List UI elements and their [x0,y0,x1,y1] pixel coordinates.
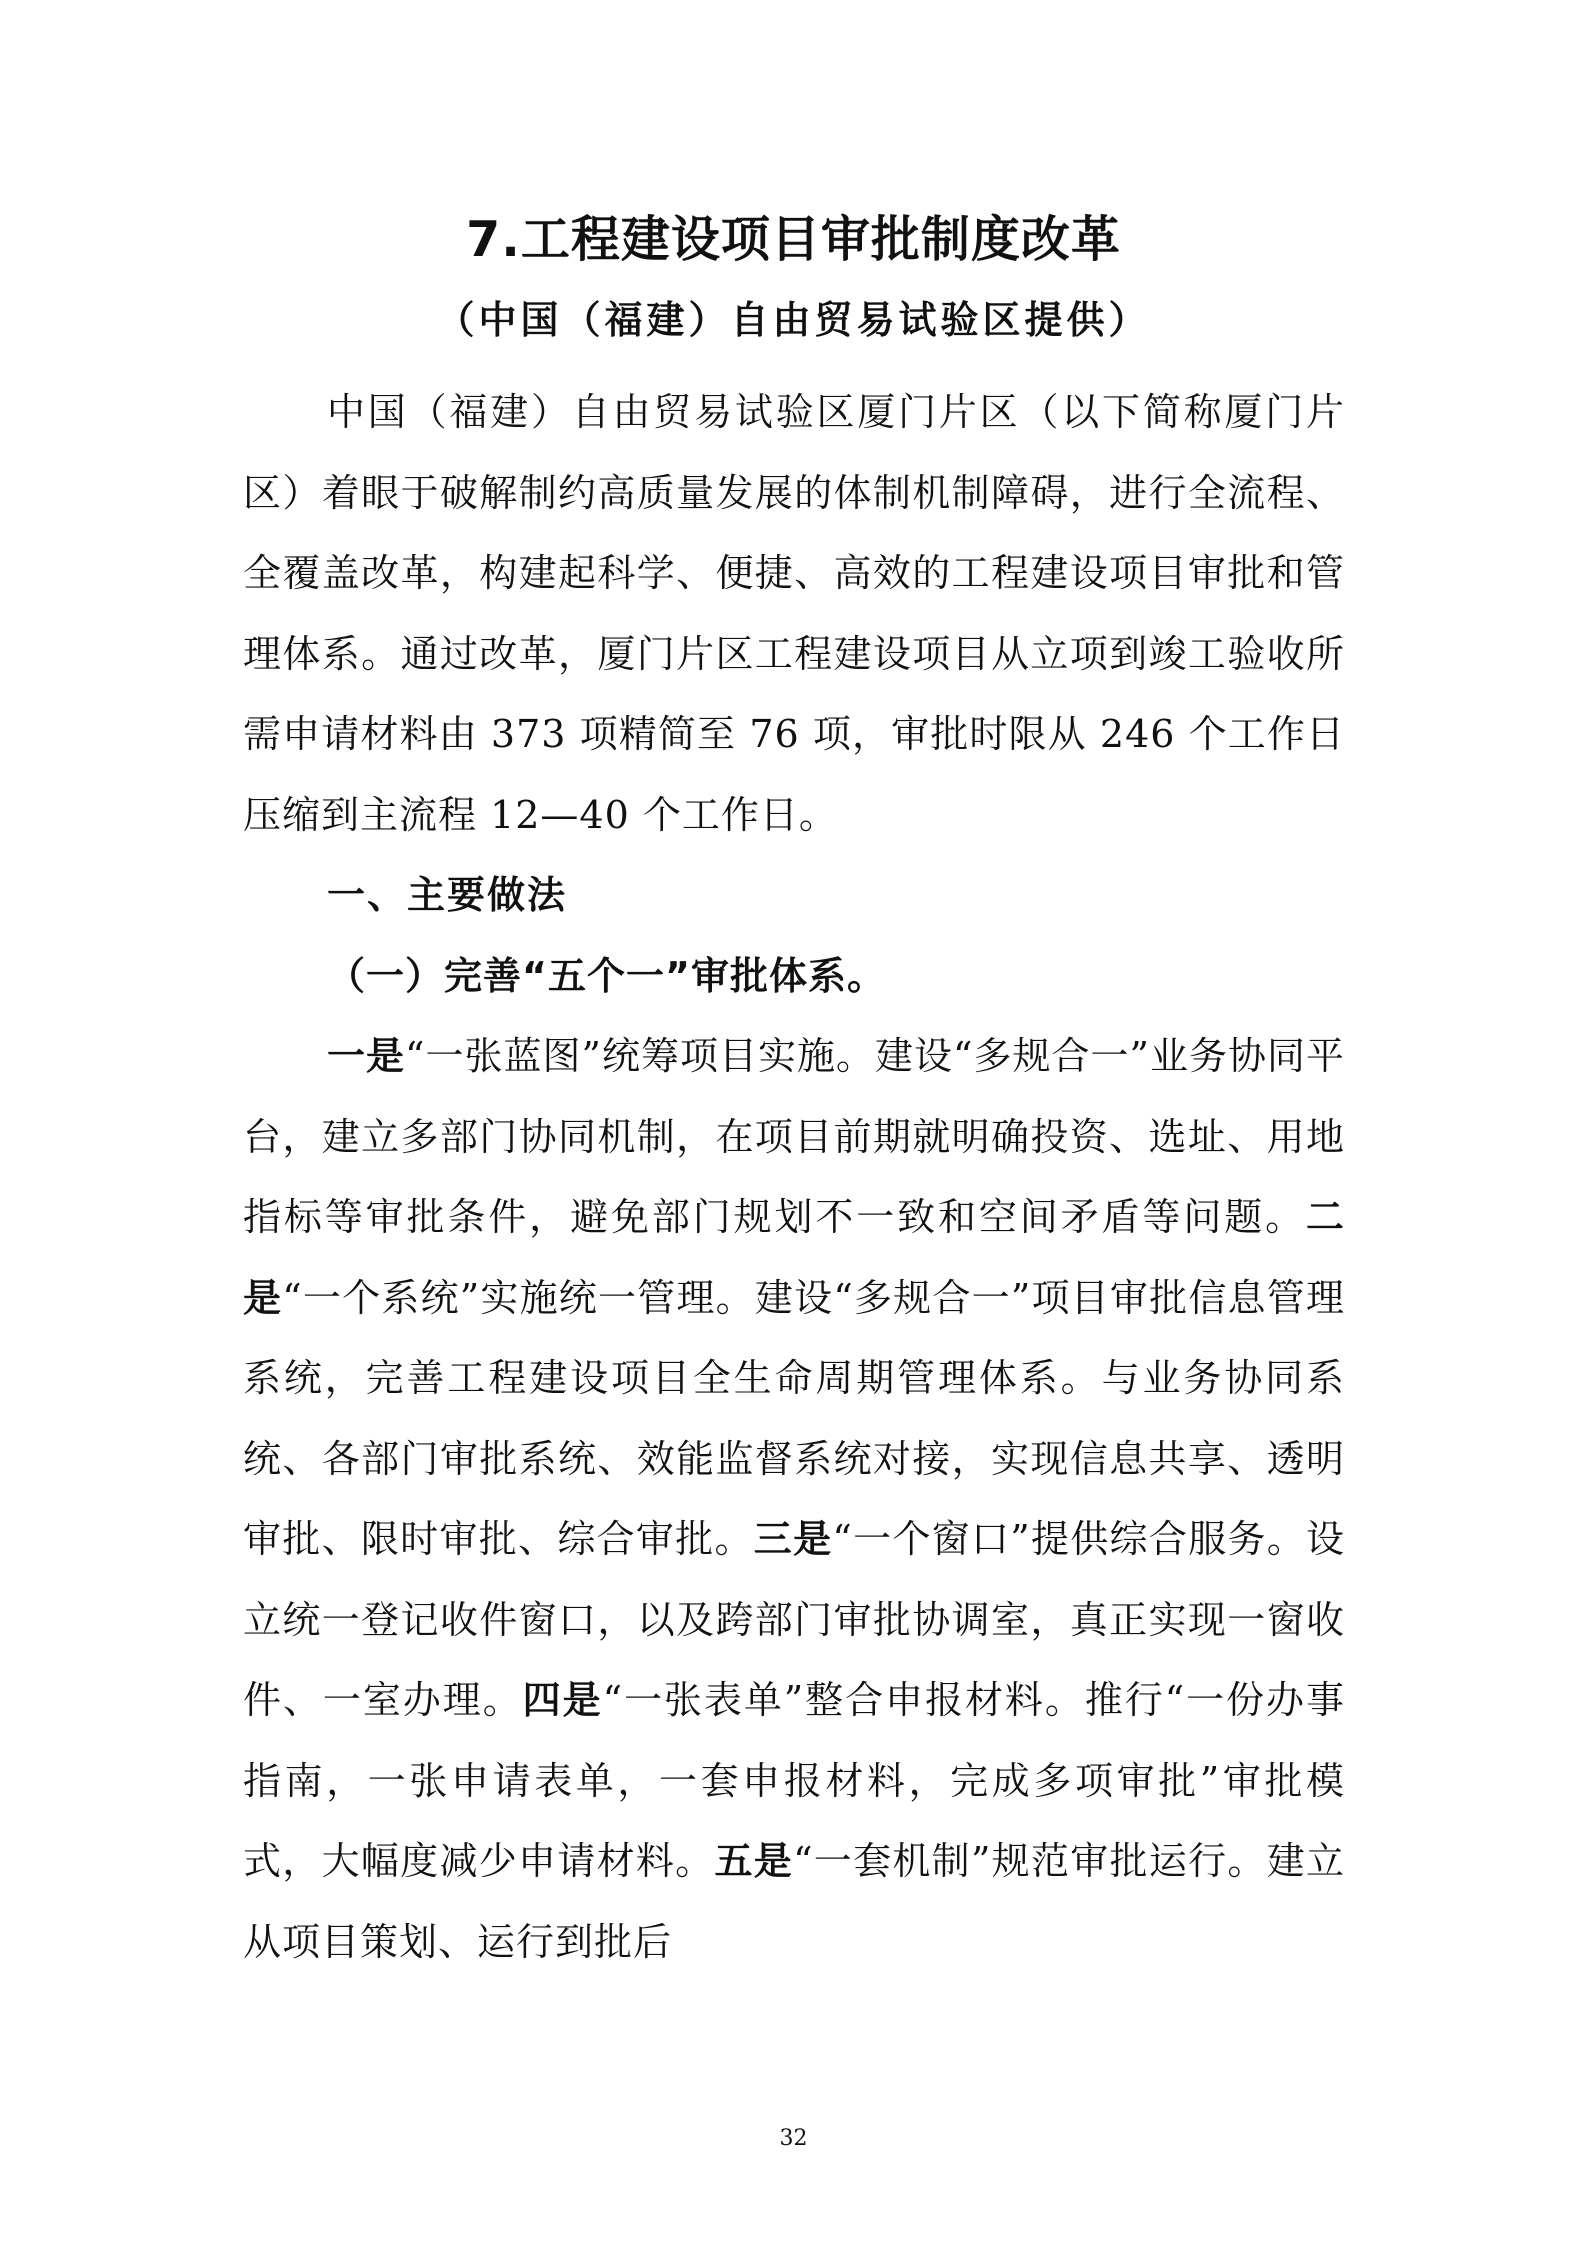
item-lead: 五是 [714,1839,794,1883]
item-lead: 一是 [327,1034,406,1078]
section-heading: 一、主要做法 [327,873,568,917]
item-lead: 二是 [243,1195,1345,1320]
subsection-heading: （一）完善“五个一”审批体系。 [327,953,886,998]
document-body [243,372,1345,1982]
item-text: “一套机制”规范审批运行。建立从项目策划、运行到批后 [243,1839,1345,1964]
page-title: 7.工程建设项目审批制度改革 [466,211,1121,268]
item-lead: 四是 [522,1678,603,1722]
item-text: “一张表单”整合申报材料。推行“一份办事指南，一张申请表单，一套申报材料，完成多项审批”审批模式，大幅度减少申请材料。 [243,1678,1345,1883]
page-subtitle: （中国（福建）自由贸易试验区提供） [436,298,1151,342]
intro-paragraph: 中国（福建）自由贸易试验区厦门片区（以下简称厦门片区）着眼于破解制约高质量发展的体制机制障碍，进行全流程、全覆盖改革，构建起科学、便捷、高效的工程建设项目审批和管理体系。通过改革，厦门片区工程建设项目从立项到竣工验收所需申请材料由 373 项精简至 76 项，审批时限从 246 个工作日压缩到主流程 12—40 个工作日。 [243,390,1345,837]
item-text: “一个系统”实施统一管理。建设“多规合一”项目审批信息管理系统，完善工程建设项目全生命周期管理体系。与业务协同系统、各部门审批系统、效能监督系统对接，实现信息共享、透明审批、限时审批、综合审批。 [243,1275,1345,1561]
item-text: “一张蓝图”统筹项目实施。建设“多规合一”业务协同平台，建立多部门协同机制，在项目前期就明确投资、选址、用地指标等审批条件，避免部门规划不一致和空间矛盾等问题。 [243,1034,1345,1239]
page-number: 32 [779,2126,808,2151]
item-lead: 三是 [753,1517,833,1561]
item-text: “一个窗口”提供综合服务。设立统一登记收件窗口，以及跨部门审批协调室，真正实现一窗收件、一室办理。 [243,1517,1345,1722]
measures-paragraph [243,1016,1345,1982]
